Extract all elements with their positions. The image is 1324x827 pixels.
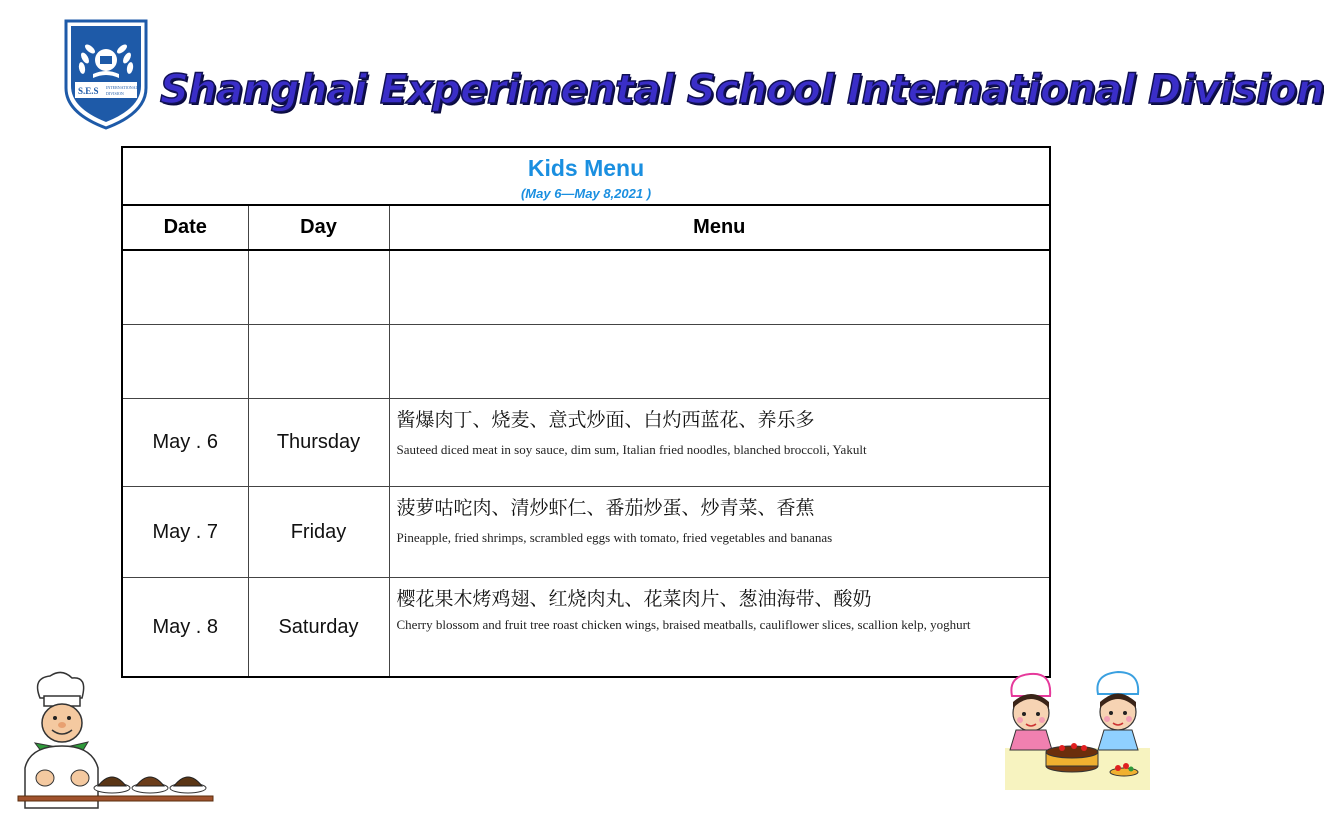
table-row <box>122 578 1050 678</box>
table-header-row <box>122 205 1050 250</box>
menu-chinese: 酱爆肉丁、烧麦、意式炒面、白灼西蓝花、养乐多 <box>396 409 815 431</box>
menu-date-range: (May 6—May 8,2021 ) <box>520 186 652 201</box>
table-row <box>122 487 1050 578</box>
menu-english: Sauteed diced meat in soy sauce, dim sum, Italian fried noodles, blanched broccoli, Yakult <box>396 442 867 457</box>
menu-title-cell <box>122 147 1050 205</box>
column-header-day: Day <box>248 205 389 250</box>
menu-chinese: 樱花果木烤鸡翅、红烧肉丸、花菜肉片、葱油海带、酸奶 <box>396 588 872 610</box>
column-header-menu: Menu <box>389 205 1050 250</box>
row-date: May . 6 <box>122 399 248 487</box>
table-row <box>122 399 1050 487</box>
menu-english: Pineapple, fried shrimps, scrambled eggs with tomato, fried vegetables and bananas <box>396 530 833 545</box>
row-menu <box>389 578 1050 678</box>
empty-row <box>122 250 1050 325</box>
logo-text: S.E.S <box>78 86 99 96</box>
logo-subtext: INTERNATIONAL <box>106 85 138 90</box>
menu-title: Kids Menu <box>527 155 645 181</box>
kids-menu-table <box>121 146 1051 678</box>
row-day: Saturday <box>248 578 389 678</box>
svg-text:DIVISION: DIVISION <box>106 91 124 96</box>
row-day: Thursday <box>248 399 389 487</box>
column-header-date: Date <box>122 205 248 250</box>
school-logo <box>63 18 149 130</box>
chef-illustration <box>10 668 210 818</box>
row-menu <box>389 399 1050 487</box>
food-dish-icon <box>94 777 206 793</box>
empty-row <box>122 325 1050 399</box>
row-day: Friday <box>248 487 389 578</box>
menu-english: Cherry blossom and fruit tree roast chicken wings, braised meatballs, cauliflower slices, scallion kelp, yoghurt <box>396 617 971 632</box>
school-name-banner: Shanghai Experimental School International Division <box>160 67 1324 113</box>
row-date: May . 8 <box>122 578 248 678</box>
row-date: May . 7 <box>122 487 248 578</box>
kids-baking-illustration <box>1000 668 1155 793</box>
cake-icon <box>1046 743 1098 772</box>
menu-chinese: 菠萝咕咜肉、清炒虾仁、番茄炒蛋、炒青菜、香蕉 <box>396 497 815 519</box>
row-menu <box>389 487 1050 578</box>
